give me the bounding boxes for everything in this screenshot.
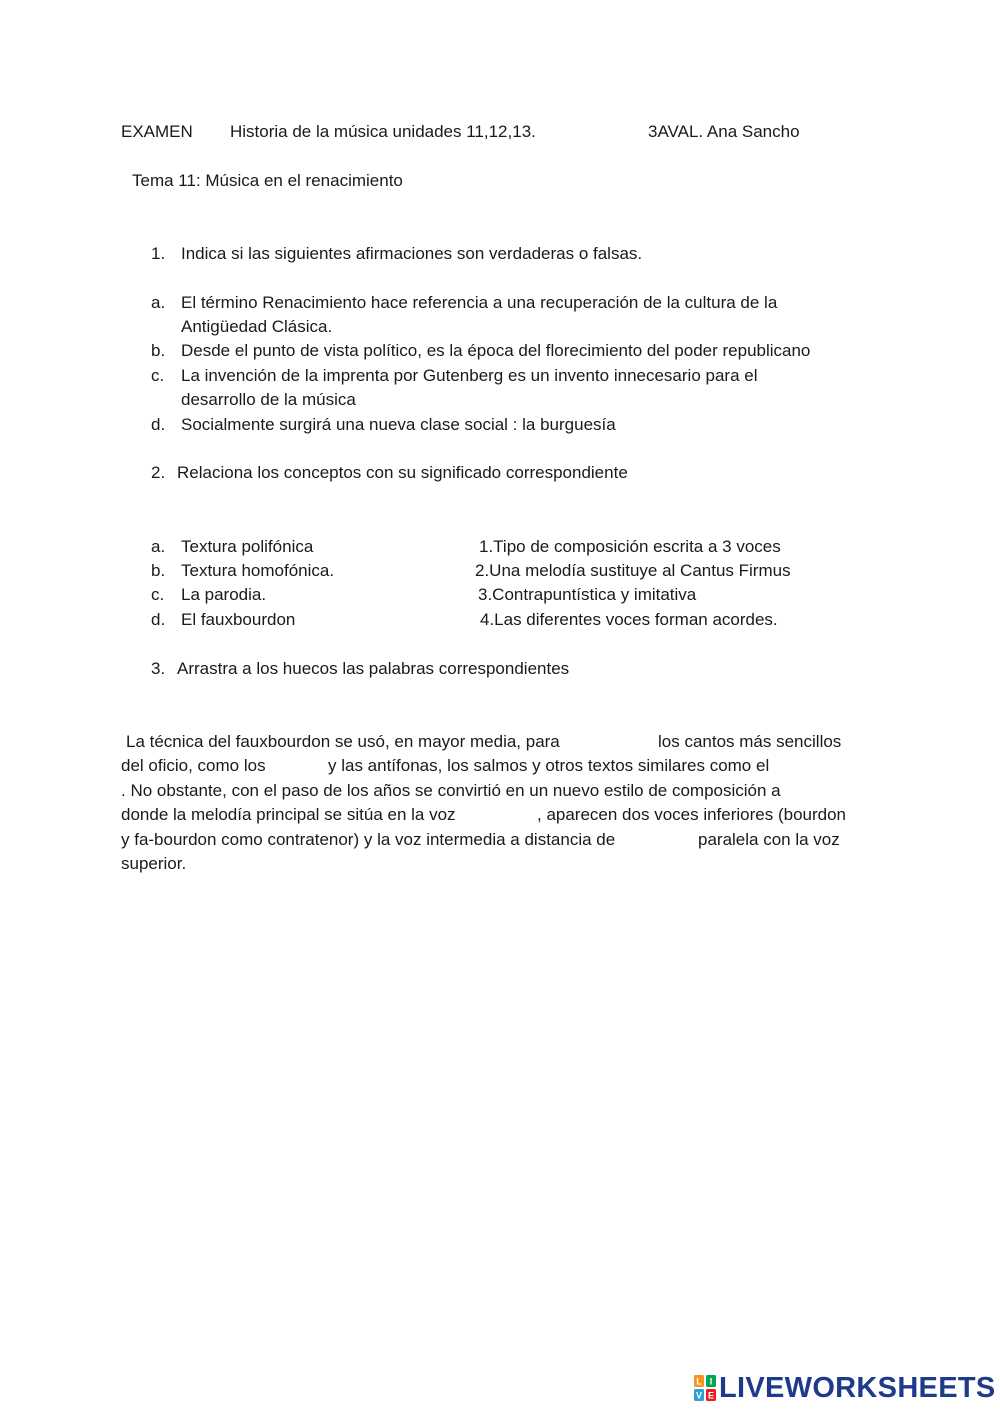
concept-b: Textura homofónica. <box>181 561 335 580</box>
q1-item-d-marker: d. <box>151 415 166 434</box>
fill-paragraph-line-1b: los cantos más sencillos <box>658 732 842 751</box>
q1-item-b-marker: b. <box>151 341 166 360</box>
drop-blank-4[interactable] <box>488 805 534 825</box>
svg-text:E: E <box>707 1390 715 1401</box>
q1-item-b-line1: Desde el punto de vista político, es la época del florecimiento del poder republicano <box>181 341 811 360</box>
subject-title: Historia de la música unidades 11,12,13. <box>230 122 536 141</box>
fill-paragraph-line-1a: La técnica del fauxbourdon se usó, en mayor media, para <box>126 732 560 751</box>
fill-paragraph-line-2b: y las antífonas, los salmos y otros textos similares como el <box>328 756 770 775</box>
drop-blank-5[interactable] <box>660 830 694 850</box>
svg-text:V: V <box>695 1390 703 1401</box>
question-2-number: 2. <box>151 463 166 482</box>
question-3-number: 3. <box>151 659 166 678</box>
svg-text:I: I <box>709 1376 713 1387</box>
drop-blank-3[interactable] <box>812 756 862 776</box>
fill-paragraph-line-2a: del oficio, como los <box>121 756 266 775</box>
fill-paragraph-line-4b: , aparecen dos voces inferiores (bourdon <box>537 805 847 824</box>
drop-blank-1[interactable] <box>600 732 652 752</box>
q1-item-c-line1: La invención de la imprenta por Gutenberg es un invento innecesario para el <box>181 366 758 385</box>
q1-item-c-line2: desarrollo de la música <box>181 390 356 409</box>
concept-d: El fauxbourdon <box>181 610 296 629</box>
drop-blank-2[interactable] <box>281 756 323 776</box>
exam-label: EXAMEN <box>121 122 193 141</box>
meaning-4: 4.Las diferentes voces forman acordes. <box>480 610 778 629</box>
teacher-label: 3AVAL. Ana Sancho <box>648 122 800 141</box>
meaning-3: 3.Contrapuntística y imitativa <box>478 585 697 604</box>
question-3-prompt: Arrastra a los huecos las palabras correspondientes <box>177 659 570 678</box>
svg-text:L: L <box>696 1376 702 1387</box>
liveworksheets-logo-text: LIVEWORKSHEETS <box>719 1372 996 1404</box>
concept-b-marker: b. <box>151 561 166 580</box>
q1-item-c-marker: c. <box>151 366 165 385</box>
concept-a-marker: a. <box>151 537 166 556</box>
question-2-prompt: Relaciona los conceptos con su significado correspondiente <box>177 463 628 482</box>
q1-item-a-line1: El término Renacimiento hace referencia a una recuperación de la cultura de la <box>181 293 778 312</box>
q1-item-d-line1: Socialmente surgirá una nueva clase social : la burguesía <box>181 415 616 434</box>
meaning-1: 1.Tipo de composición escrita a 3 voces <box>479 537 781 556</box>
fill-paragraph-line-4a: donde la melodía principal se sitúa en la voz <box>121 805 456 824</box>
concept-d-marker: d. <box>151 610 166 629</box>
question-1-prompt: Indica si las siguientes afirmaciones son verdaderas o falsas. <box>181 244 643 263</box>
fill-paragraph-line-3: . No obstante, con el paso de los años se convirtió en un nuevo estilo de composición a <box>121 781 781 800</box>
fill-paragraph-line-6: superior. <box>121 854 187 873</box>
meaning-2: 2.Una melodía sustituye al Cantus Firmus <box>475 561 791 580</box>
fill-paragraph-line-5b: paralela con la voz <box>698 830 840 849</box>
question-1-number: 1. <box>151 244 166 263</box>
fill-paragraph-line-5a: y fa-bourdon como contratenor) y la voz intermedia a distancia de <box>121 830 616 849</box>
liveworksheets-logo-icon <box>694 1375 716 1401</box>
q1-item-a-marker: a. <box>151 293 166 312</box>
concept-c: La parodia. <box>181 585 267 604</box>
topic-title: Tema 11: Música en el renacimiento <box>132 171 403 190</box>
liveworksheets-logo <box>694 1373 996 1403</box>
q1-item-a-line2: Antigüedad Clásica. <box>181 317 333 336</box>
concept-a: Textura polifónica <box>181 537 314 556</box>
concept-c-marker: c. <box>151 585 165 604</box>
